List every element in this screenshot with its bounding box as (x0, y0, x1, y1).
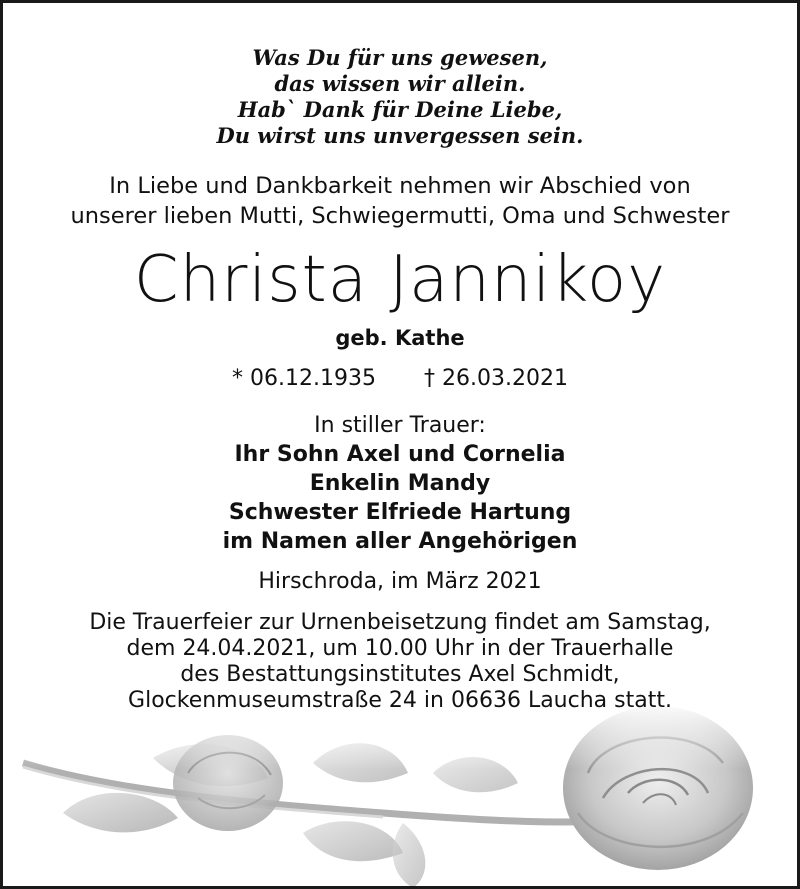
maiden-name: geb. Kathe (335, 326, 465, 350)
mourners-section (3, 411, 797, 556)
place-date: Hirschroda, im März 2021 (258, 569, 542, 594)
intro-text (3, 171, 797, 231)
life-dates (3, 365, 797, 393)
intro-line: unserer lieben Mutti, Schwiegermutti, Oma und Schwester (70, 203, 730, 229)
funeral-line: dem 24.04.2021, um 10.00 Uhr in der Trauerhalle (126, 636, 674, 661)
mourner-line: im Namen aller Angehörigen (222, 529, 578, 554)
poem (3, 45, 797, 149)
mourner-line: Schwester Elfriede Hartung (228, 500, 572, 525)
mourner-line: Ihr Sohn Axel und Cornelia (234, 442, 566, 467)
funeral-notice (3, 610, 797, 714)
rose-image (3, 703, 800, 889)
intro-line: In Liebe und Dankbarkeit nehmen wir Abschied von (109, 173, 691, 199)
funeral-line: des Bestattungsinstitutes Axel Schmidt, (180, 662, 620, 687)
poem-line: Du wirst uns unvergessen sein. (216, 123, 584, 148)
obituary-text (3, 3, 797, 714)
funeral-line: Glockenmuseumstraße 24 in 06636 Laucha statt. (128, 688, 672, 713)
deceased-name: Christa Jannikoy (133, 243, 667, 317)
mourning-lead: In stiller Trauer: (314, 413, 486, 438)
birth-date: * 06.12.1935 (232, 366, 376, 391)
poem-line: das wissen wir allein. (274, 71, 526, 96)
poem-line: Was Du für uns gewesen, (252, 45, 548, 70)
death-date: † 26.03.2021 (424, 366, 568, 391)
poem-line: Hab` Dank für Deine Liebe, (237, 97, 563, 122)
funeral-line: Die Trauerfeier zur Urnenbeisetzung findet am Samstag, (89, 610, 711, 635)
mourner-line: Enkelin Mandy (309, 471, 491, 496)
